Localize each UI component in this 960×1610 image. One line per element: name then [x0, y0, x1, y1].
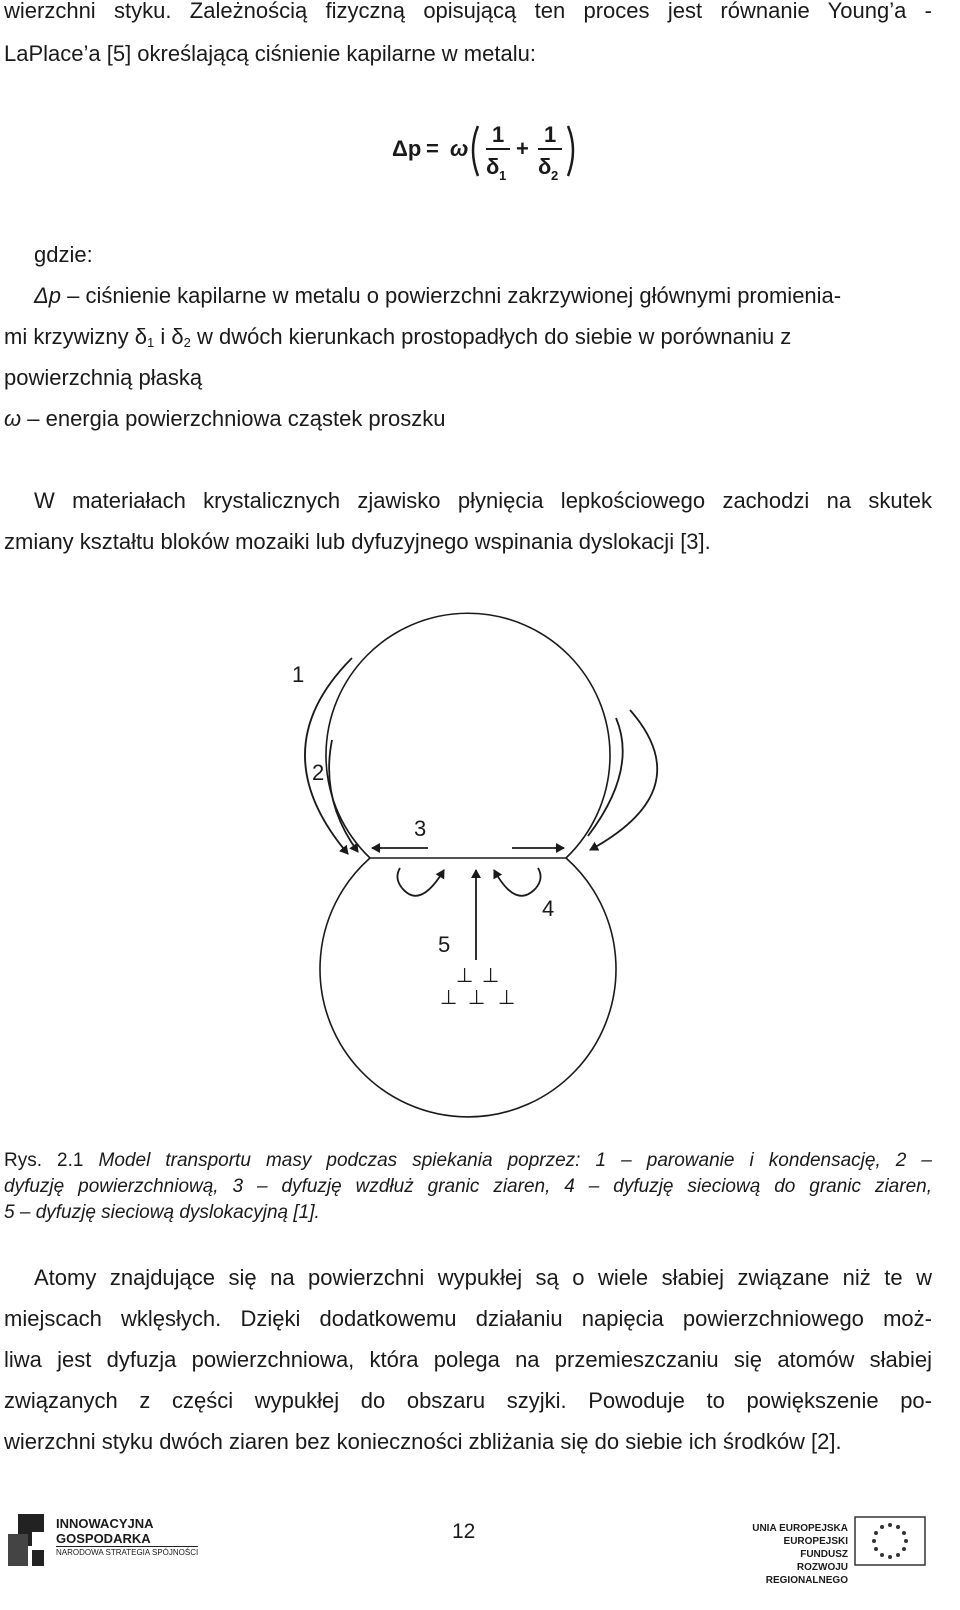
arrow-4-right-tail [536, 868, 541, 888]
dislocation-symbol: ⊥ [468, 985, 486, 1009]
mass-transport-diagram [270, 600, 670, 1120]
eq-lhs: Δp [392, 136, 422, 161]
eq-den1-sub: 1 [499, 168, 507, 183]
ig-emblem-icon [4, 1512, 48, 1568]
dp-symbol: Δp [34, 283, 61, 308]
page-number: 12 [452, 1520, 476, 1543]
fig-label-3: 3 [414, 816, 427, 841]
para3-line4: związanych z części wypukłej do obszaru szyjki. Powoduje to powiększenie po- [4, 1388, 932, 1413]
para2-line1: W materiałach krystalicznych zjawisko płynięcia lepkościowego zachodzi na skutek [34, 488, 932, 513]
dislocation-symbol: ⊥ [440, 985, 458, 1009]
where-label: gdzie: [34, 242, 93, 267]
eu-flag-icon [854, 1516, 926, 1566]
fig-label-2: 2 [312, 760, 325, 785]
eq-num2: 1 [544, 122, 557, 147]
figure-caption: Rys. 2.1 Model transportu masy podczas spiekania poprzez: 1 – parowanie i kondensację, 2 – dyfuzję powierzchniową, 3 – dyfuzję wzdłuż granic ziaren, 4 – dyfuzję sieciową do granic ziaren, 5 – dyfuzję sieciową dyslokacyjną [1]. [4, 1150, 932, 1223]
fig-label-1: 1 [292, 662, 305, 687]
arrow-4-left-tail [397, 868, 402, 888]
omega-symbol: ω [4, 406, 22, 431]
young-laplace-equation [392, 118, 592, 184]
fig-label-5: 5 [438, 932, 451, 957]
arrow-1-right [590, 710, 657, 850]
para3-line3: liwa jest dyfuzja powierzchniowa, która polega na przemieszczaniu się atomów słabiej [4, 1347, 932, 1372]
fig-label-4: 4 [542, 896, 555, 921]
dislocation-symbol: ⊥ [456, 963, 474, 987]
arrow-4-left [402, 870, 444, 896]
eq-equals: = [426, 136, 439, 161]
eq-num1: 1 [492, 122, 505, 147]
para1-line1: wierzchni styku. Zależnością fizyczną opisującą ten proces jest równanie Young’a - [4, 0, 932, 23]
eq-plus: + [516, 136, 529, 161]
para2-line2: zmiany kształtu bloków mozaiki lub dyfuzyjnego wspinania dyslokacji [3]. [4, 529, 711, 554]
dislocation-symbol: ⊥ [482, 963, 500, 987]
upper-grain [326, 613, 610, 858]
eq-den1-delta: δ [486, 154, 500, 179]
para3-line1: Atomy znajdujące się na powierzchni wypukłej są o wiele słabiej związane niż te w [34, 1265, 932, 1290]
para3-line5: wierzchni styku dwóch ziaren bez konieczności zbliżania się do siebie ich środków [2]. [4, 1429, 842, 1454]
where-dp-line3: powierzchnią płaską [4, 365, 203, 390]
caption-label: Rys. 2.1 [4, 1150, 84, 1171]
where-dp-line1: Δp – ciśnienie kapilarne w metalu o powierzchni zakrzywionej głównymi promienia- [34, 283, 842, 308]
eq-den2-sub: 2 [551, 168, 559, 183]
dislocation-symbol: ⊥ [498, 985, 516, 1009]
para1-line2: LaPlace’a [5] określającą ciśnienie kapilarne w metalu: [4, 41, 536, 66]
eq-omega: ω [450, 136, 469, 161]
innowacyjna-gospodarka-logo: INNOWACYJNA GOSPODARKA NARODOWA STRATEGIA SPÓJNOŚCI [4, 1510, 204, 1570]
arrow-2-right [588, 718, 623, 836]
where-dp-line2: mi krzywizny $\delta_1$ i $\delta_2$ w dwóch kierunkach prostopadłych do siebie w porównaniu z [4, 324, 792, 350]
where-omega-line: ω – energia powierzchniowa cząstek proszku [4, 406, 446, 431]
eq-den2-delta: δ [538, 154, 552, 179]
para3-line2: miejscach wklęsłych. Dzięki dodatkowemu działaniu napięcia powierzchniowego moż- [4, 1306, 932, 1331]
arrow-4-right [494, 870, 536, 896]
eu-fund-logo: UNIA EUROPEJSKA EUROPEJSKI FUNDUSZ ROZWOJU REGIONALNEGO [740, 1520, 940, 1580]
